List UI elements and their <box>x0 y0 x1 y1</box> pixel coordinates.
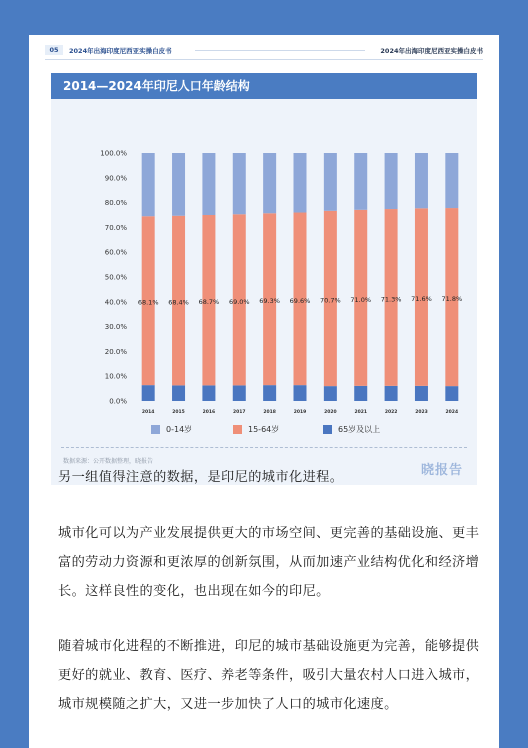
bar-segment <box>233 153 246 214</box>
data-label: 71.6% <box>411 295 432 304</box>
bar-segment <box>202 153 215 215</box>
chart-legend <box>51 424 477 438</box>
paragraph-3: 随着城市化进程的不断推进，印尼的城市基础设施更为完善，能够提供更好的就业、教育、医疗、养老等条件，吸引大量农村人口进入城市，城市规模随之扩大，又进一步加快了人口的城市化速度。 <box>58 639 480 712</box>
x-tick-label: 2016 <box>202 410 216 415</box>
legend-label-15-64: 15-64岁 <box>248 425 280 434</box>
header-divider <box>195 50 365 51</box>
y-tick-label: 80.0% <box>104 199 127 208</box>
chart-card <box>51 73 477 485</box>
data-label: 71.0% <box>350 295 372 304</box>
bar-segment <box>385 153 398 209</box>
bar-segment <box>415 153 428 208</box>
bar-segment <box>263 153 276 213</box>
header-right-title: 2024年出海印度尼西亚实操白皮书 <box>380 47 483 55</box>
x-tick-label: 2014 <box>141 410 155 415</box>
legend-label-65-plus: 65岁及以上 <box>338 425 381 434</box>
paragraph-2: 城市化可以为产业发展提供更大的市场空间、更完善的基础设施、更丰富的劳动力资源和更浓厚的创新氛围，从而加速产业结构优化和经济增长。这样良性的变化，也出现在如今的印尼。 <box>58 526 480 599</box>
legend-swatch-0-14 <box>151 425 160 434</box>
bar-segment <box>233 385 246 401</box>
x-tick-label: 2017 <box>233 410 246 415</box>
bar-segment <box>294 385 307 401</box>
y-tick-label: 20.0% <box>104 347 127 356</box>
x-tick-label: 2015 <box>172 410 185 415</box>
legend-item-0-14 <box>151 424 192 436</box>
bar-segment <box>202 385 215 401</box>
data-label: 71.8% <box>441 295 463 304</box>
y-tick-label: 60.0% <box>104 248 127 257</box>
data-label: 68.4% <box>168 298 189 307</box>
paragraph-1: 另一组值得注意的数据，是印尼的城市化进程。 <box>58 470 344 485</box>
x-tick-label: 2018 <box>263 410 276 415</box>
x-tick-label: 2023 <box>415 410 428 415</box>
bar-segment <box>324 386 337 401</box>
y-tick-label: 70.0% <box>104 223 127 232</box>
bar-segment <box>354 386 367 401</box>
brand-logo: 晓报告 <box>420 463 463 478</box>
chart-title: 2014—2024年印尼人口年龄结构 <box>51 73 477 99</box>
bar-segment <box>445 153 458 208</box>
bar-segment <box>415 386 428 401</box>
page <box>29 35 499 748</box>
source-divider <box>61 447 467 448</box>
y-tick-label: 30.0% <box>104 323 127 332</box>
bar-segment <box>324 153 337 211</box>
y-tick-label: 50.0% <box>104 273 127 282</box>
bar-segment <box>445 386 458 401</box>
data-label: 71.3% <box>380 295 402 304</box>
data-label: 69.3% <box>259 297 280 306</box>
y-tick-label: 90.0% <box>104 174 127 183</box>
legend-swatch-15-64 <box>233 425 242 434</box>
stacked-bar-chart <box>51 73 477 423</box>
header-left-title: 2024年出海印度尼西亚实操白皮书 <box>69 47 172 55</box>
legend-label-0-14: 0-14岁 <box>166 425 193 434</box>
data-label: 69.0% <box>228 297 250 306</box>
x-tick-label: 2019 <box>293 410 307 415</box>
bar-segment <box>142 153 155 216</box>
x-tick-label: 2024 <box>445 410 459 415</box>
bar-segment <box>142 385 155 401</box>
data-label: 69.6% <box>289 296 311 305</box>
bar-segment <box>294 153 307 213</box>
y-tick-label: 40.0% <box>104 298 127 307</box>
page-header <box>45 43 483 60</box>
page-number: 05 <box>45 45 63 55</box>
bar-segment <box>172 153 185 216</box>
bar-segment <box>263 385 276 401</box>
bar-segment <box>385 386 398 401</box>
x-tick-label: 2022 <box>384 410 398 415</box>
source-note: 数据来源：公开数据整理，晓报告 <box>63 458 154 465</box>
x-tick-label: 2020 <box>324 410 337 415</box>
y-tick-label: 0.0% <box>109 397 127 406</box>
legend-swatch-65-plus <box>323 425 332 434</box>
x-tick-label: 2021 <box>354 410 367 415</box>
data-label: 68.7% <box>198 298 220 307</box>
legend-item-65-plus <box>323 424 380 436</box>
data-label: 68.1% <box>137 298 159 307</box>
bar-segment <box>172 385 185 401</box>
data-label: 70.7% <box>320 296 341 305</box>
y-tick-label: 10.0% <box>104 372 127 381</box>
bar-segment <box>354 153 367 210</box>
y-tick-label: 100.0% <box>100 149 127 158</box>
legend-item-15-64 <box>233 424 279 436</box>
